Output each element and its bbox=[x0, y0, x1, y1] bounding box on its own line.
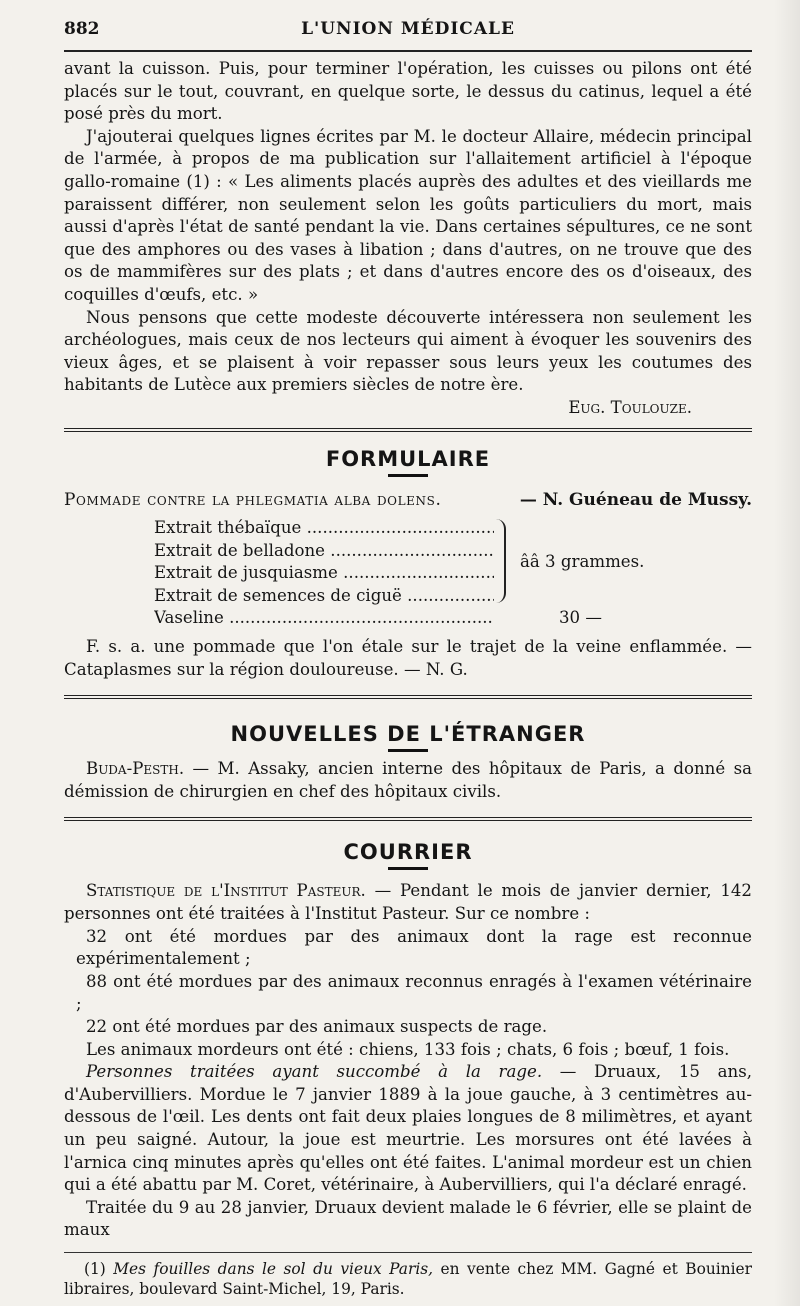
running-header bbox=[64, 18, 752, 46]
courrier-paragraph: Les animaux mordeurs ont été : chiens, 133 fois ; chats, 6 fois ; bœuf, 1 fois. bbox=[86, 1039, 730, 1059]
article-paragraph: Nous pensons que cette modeste découverte intéressera non seulement les archéologues, mais ceux de nos lecteurs qui aiment à évoquer les souvenirs des vieux âges, et se plaisent à voir repasser sous leurs yeux les coutumes des habitants de Lutèce aux premiers siècles de notre ère. bbox=[64, 307, 752, 395]
ingredient-row bbox=[154, 607, 714, 630]
ingredient-name: Extrait de jusquiasme ..... bbox=[154, 562, 494, 585]
courrier-text: — Pendant le mois de janvier dernier, 142 personnes ont été traitées à l'Institut Pasteur. Sur ce nombre : bbox=[64, 881, 752, 924]
title-underline bbox=[388, 474, 428, 477]
footnote bbox=[64, 1259, 752, 1299]
section-title-formulaire: FORMULAIRE bbox=[325, 446, 491, 471]
list-item: 22 ont été mordues par des animaux suspects de rage. bbox=[86, 1017, 548, 1036]
list-item: 88 ont été mordues par des animaux reconnus enragés à l'examen vétérinaire ; bbox=[76, 971, 752, 1014]
signature-line bbox=[64, 397, 752, 420]
ingredient-row bbox=[154, 517, 714, 540]
footnote-marker: (1) bbox=[84, 1259, 114, 1278]
grouping-brace bbox=[496, 519, 506, 603]
ingredient-name: Extrait thébaïque ..... bbox=[154, 517, 494, 540]
courrier-lead: Statistique de l'Institut Pasteur. bbox=[86, 881, 366, 901]
formula-name: Pommade contre la phlegmatia alba dolens. bbox=[64, 489, 442, 510]
ingredient-name: Vaseline ..... bbox=[154, 607, 494, 630]
formula-instructions: F. s. a. une pommade que l'on étale sur le trajet de la veine enflammée. — Cataplasmes sur la région douloureuse. — N. G. bbox=[64, 637, 752, 679]
header-rule bbox=[64, 50, 752, 52]
article-paragraph: avant la cuisson. Puis, pour terminer l'opération, les cuisses ou pilons ont été placés sur le tout, couvrant, en quelque sorte, le dessus du catinus, lequel a été posé près du mort. bbox=[64, 59, 752, 124]
statistics-list bbox=[64, 926, 752, 1039]
formula-dash: — bbox=[519, 489, 537, 510]
courrier-text: — Druaux, 15 ans, d'Aubervilliers. Mordue le 7 janvier 1889 à la joue gauche, à 3 centimètres au-dessous de l'œil. Les dents ont fait deux plaies longues de 8 milimètres, et ayant un peu saigné. Autour, la joue est meurtrie. Les morsures ont été lavées à l'arnica cinq minutes après qu'elles ont été faites. L'animal mordeur est un chien qui a été abattu par M. Coret, vétérinaire, à Aubervilliers, qui l'a déclaré enragé. bbox=[64, 1062, 752, 1195]
courrier-paragraph bbox=[64, 880, 752, 925]
footnote-rule bbox=[64, 1252, 752, 1253]
ingredient-row bbox=[154, 585, 714, 608]
article-paragraph: J'ajouterai quelques lignes écrites par M. le docteur Allaire, médecin principal de l'armée, à propos de ma publication sur l'allaitement artificiel à l'époque gallo-romaine (1) : « Les aliments placés auprès des adultes et des vieillards me paraissent différer, non seulement selon les goûts particuliers du mort, mais aussi d'après l'état de santé pendant la vie. Dans certaines sépultures, ce ne sont que des amphores ou des vases à libation ; dans d'autres, on ne trouve que des os de mammifères sur des plats ; et dans d'autres encore des os d'oiseaux, des coquilles d'œufs, etc. » bbox=[64, 126, 752, 304]
ingredient-name: Extrait de semences de ciguë ..... bbox=[154, 585, 494, 608]
page-number: 882 bbox=[64, 19, 100, 39]
ingredient-name: Extrait de belladone ..... bbox=[154, 540, 494, 563]
journal-title: L'UNION MÉDICALE bbox=[301, 19, 515, 39]
ingredient-list bbox=[154, 517, 714, 630]
list-item: 32 ont été mordues par des animaux dont la rage est reconnue expérimentalement ; bbox=[76, 926, 752, 969]
formula-heading bbox=[64, 489, 752, 512]
news-text: — M. Assaky, ancien interne des hôpitaux de Paris, a donné sa démission de chirurgien en chef des hôpitaux civils. bbox=[64, 759, 752, 801]
courrier-italic-lead: Personnes traitées ayant succombé à la rage. bbox=[86, 1062, 543, 1082]
courrier-paragraph: Traitée du 9 au 28 janvier, Druaux devient malade le 6 février, elle se plaint de maux bbox=[64, 1197, 752, 1240]
author-signature: Eug. Toulouze. bbox=[568, 397, 692, 417]
shared-quantity: ââ 3 grammes. bbox=[520, 552, 645, 572]
news-place: Buda-Pesth. bbox=[86, 759, 185, 779]
formula-author: N. Guéneau de Mussy. bbox=[542, 489, 752, 510]
footnote-title: Mes fouilles dans le sol du vieux Paris, bbox=[113, 1259, 434, 1278]
news-paragraph bbox=[64, 758, 752, 803]
title-underline bbox=[388, 749, 428, 752]
ingredient-quantity: 30 — bbox=[559, 608, 602, 628]
section-title-nouvelles: NOUVELLES DE L'ÉTRANGER bbox=[230, 722, 586, 747]
courrier-paragraph bbox=[64, 1061, 752, 1197]
title-underline bbox=[388, 867, 428, 870]
footnote-text: en vente chez MM. Gagné et Bouinier libraires, boulevard Saint-Michel, 19, Paris. bbox=[64, 1259, 752, 1298]
section-title-courrier: COURRIER bbox=[343, 840, 473, 865]
